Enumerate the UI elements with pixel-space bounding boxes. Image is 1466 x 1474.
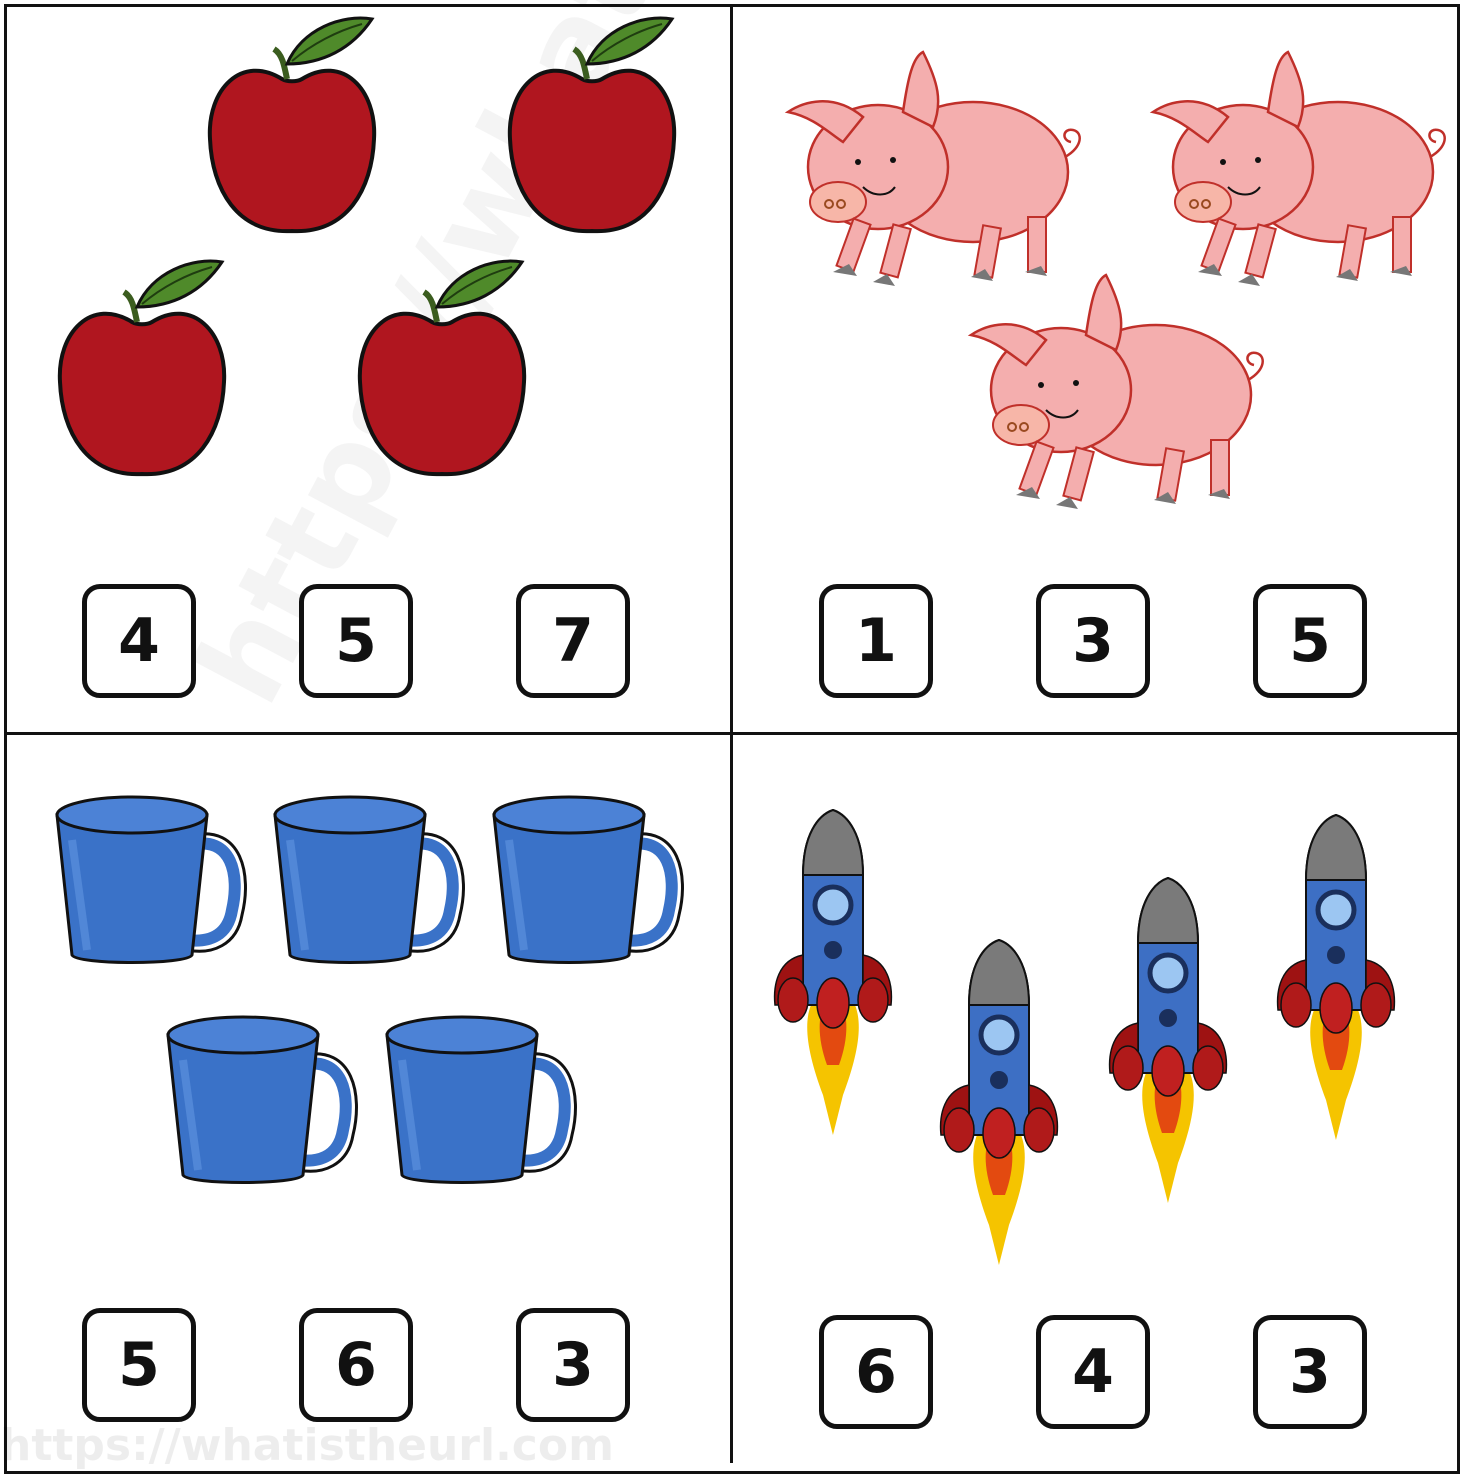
rockets-illustration [733, 735, 1459, 1295]
mugs-illustration [7, 735, 733, 1295]
answer-option[interactable]: 4 [82, 584, 196, 698]
rocket-icon [775, 810, 892, 1135]
pig-icon [788, 52, 1080, 286]
rocket-icon [941, 940, 1058, 1265]
apple-icon [210, 18, 374, 231]
apples-illustration [7, 7, 733, 567]
answer-option[interactable]: 3 [1253, 1315, 1367, 1429]
rocket-icon [1278, 815, 1395, 1140]
mug-icon [168, 1017, 356, 1183]
mug-icon [275, 797, 463, 963]
mug-icon [494, 797, 682, 963]
pigs-illustration [733, 7, 1459, 567]
answer-option[interactable]: 4 [1036, 1315, 1150, 1429]
apple-icon [60, 261, 224, 474]
answer-option[interactable]: 6 [819, 1315, 933, 1429]
watermark-url: https://whatistheurl.com [0, 1420, 614, 1471]
mug-icon [57, 797, 245, 963]
question-rockets [733, 735, 1459, 1463]
question-pigs [733, 7, 1459, 735]
answer-option[interactable]: 5 [299, 584, 413, 698]
answer-option[interactable]: 5 [1253, 584, 1367, 698]
question-apples [7, 7, 733, 735]
answer-option[interactable]: 6 [299, 1308, 413, 1422]
apple-icon [360, 261, 524, 474]
answer-option[interactable]: 5 [82, 1308, 196, 1422]
apple-icon [510, 18, 674, 231]
pig-icon [971, 275, 1263, 509]
question-mugs [7, 735, 733, 1463]
answer-option[interactable]: 3 [1036, 584, 1150, 698]
answer-option[interactable]: 7 [516, 584, 630, 698]
answer-option[interactable]: 1 [819, 584, 933, 698]
mug-icon [387, 1017, 575, 1183]
answer-option[interactable]: 3 [516, 1308, 630, 1422]
pig-icon [1153, 52, 1445, 286]
rocket-icon [1110, 878, 1227, 1203]
